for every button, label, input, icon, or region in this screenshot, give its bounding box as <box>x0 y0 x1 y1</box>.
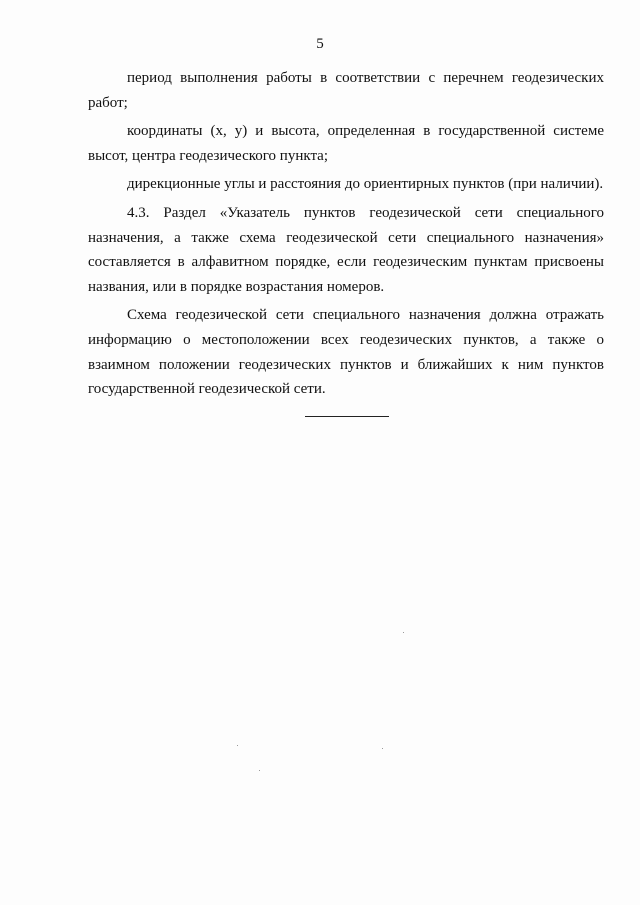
paragraph-directional-angles: дирекционные углы и расстояния до ориентирных пунктов (при наличии). <box>127 176 604 193</box>
paragraph-coordinates: координаты (х, у) и высота, определенная в государственной системе высот, центра геодезического пункта; <box>88 123 604 164</box>
scan-speck <box>237 745 238 746</box>
paragraph-network-scheme: Схема геодезической сети специального назначения должна отражать информацию о местоположении всех геодезических пунктов, а также о взаимном положении геодезических пунктов и ближайших к ним пунктов государственной геодезической сети. <box>88 307 604 398</box>
paragraph-section-4-3: 4.3. Раздел «Указатель пунктов геодезической сети специального назначения, а также схема геодезической сети специального назначения» составляется в алфавитном порядке, если геодезическим пунктам присвоены названия, или в порядке возрастания номеров. <box>88 204 604 295</box>
scan-speck <box>403 632 404 633</box>
scan-speck <box>382 748 383 749</box>
scan-speck <box>259 770 260 771</box>
document-body <box>88 66 604 406</box>
end-of-text-rule <box>305 416 389 417</box>
page-number: 5 <box>316 36 324 52</box>
paragraph-work-period: период выполнения работы в соответствии с перечнем геодезических работ; <box>88 70 604 111</box>
